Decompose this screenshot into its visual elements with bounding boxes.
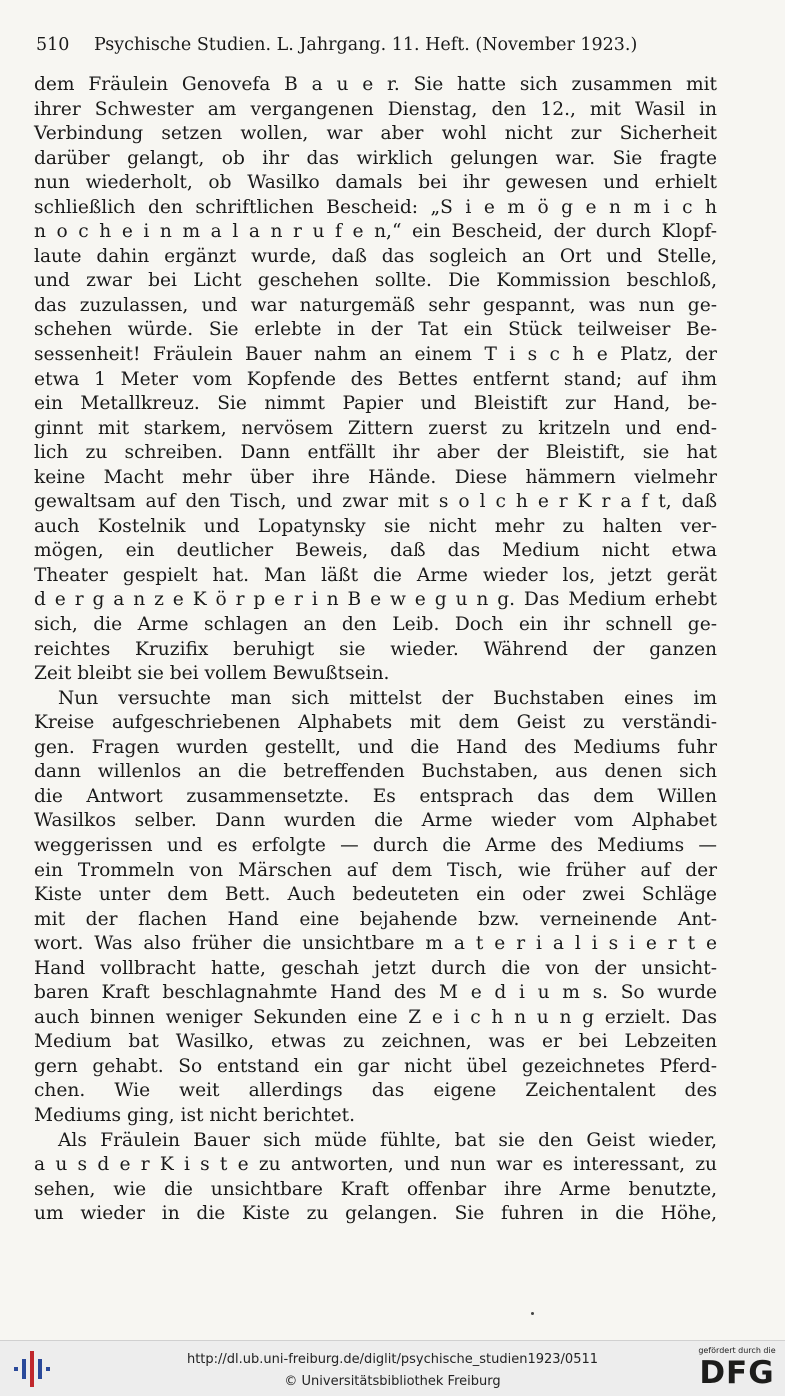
text-line: Zeit bleibt sie bei vollem Bewußtsein.	[34, 663, 390, 685]
text-line: etwa 1 Meter vom Kopfende des Bettes entfernt stand; auf ihm	[34, 368, 717, 390]
text-line: wort. Was also früher die unsichtbare m a t e r i a l i s i e r t e	[34, 933, 717, 955]
text-line: sich, die Arme schlagen an den Leib. Doch ein ihr schnell ge-	[34, 614, 717, 636]
text-line: mit der flachen Hand eine bejahende bzw. verneinende Ant-	[34, 908, 717, 930]
text-line: ihrer Schwester am vergangenen Dienstag, den 12., mit Wasil in	[34, 98, 717, 120]
text-line: Medium bat Wasilko, etwas zu zeichnen, was er bei Lebzeiten	[34, 1031, 717, 1053]
text-line: n o c h e i n m a l a n r u f e n,“ ein Bescheid, der durch Klopf-	[34, 221, 717, 243]
text-line: gern gehabt. So entstand ein gar nicht übel gezeichnetes Pferd-	[34, 1055, 717, 1077]
text-line: d e r g a n z e K ö r p e r i n B e w e g u n g. Das Medium erhebt	[34, 589, 717, 611]
viewer-footer	[0, 1340, 785, 1396]
permalink-url[interactable]: http://dl.ub.uni-freiburg.de/diglit/psychische_studien1923/0511	[186, 1352, 599, 1367]
text-line: ginnt mit starkem, nervösem Zittern zuerst zu kritzeln und end-	[34, 417, 717, 439]
dfg-logo: DFG	[699, 1355, 775, 1391]
text-line: sehen, wie die unsichtbare Kraft offenbar ihre Arme benutzte,	[34, 1178, 717, 1200]
text-line: Nun versuchte man sich mittelst der Buchstaben eines im	[58, 687, 717, 709]
text-line: auch Kostelnik und Lopatynsky sie nicht mehr zu halten ver-	[34, 515, 717, 537]
text-line: Wasilkos selber. Dann wurden die Arme wieder vom Alphabet	[34, 810, 717, 832]
text-line: Verbindung setzen wollen, war aber wohl nicht zur Sicherheit	[34, 123, 717, 145]
text-line: Theater gespielt hat. Man läßt die Arme wieder los, jetzt gerät	[34, 564, 717, 586]
text-line: sessenheit! Fräulein Bauer nahm an einem T i s c h e Platz, der	[34, 344, 717, 366]
text-line: gewaltsam auf den Tisch, und zwar mit s o l c h e r K r a f t, daß	[34, 491, 717, 513]
text-line: a u s d e r K i s t e zu antworten, und nun war es interessant, zu	[34, 1154, 717, 1176]
text-line: Hand vollbracht hatte, geschah jetzt durch die von der unsicht-	[34, 957, 717, 979]
running-title: Psychische Studien. L. Jahrgang. 11. Heft. (November 1923.)	[94, 35, 638, 55]
text-line: weggerissen und es erfolgte — durch die Arme des Mediums —	[34, 834, 717, 856]
text-line: das zuzulassen, und war naturgemäß sehr gespannt, was nun ge-	[34, 294, 717, 316]
text-line: ein Metallkreuz. Sie nimmt Papier und Bleistift zur Hand, be-	[34, 393, 717, 415]
text-line: lich zu schreiben. Dann entfällt ihr aber der Bleistift, sie hat	[34, 442, 717, 464]
text-line: darüber gelangt, ob ihr das wirklich gelungen war. Sie fragte	[34, 147, 717, 169]
text-line: dem Fräulein Genovefa B a u e r. Sie hatte sich zusammen mit	[34, 74, 717, 95]
text-line: Kiste unter dem Bett. Auch bedeuteten ein oder zwei Schläge	[34, 884, 717, 906]
text-line: laute dahin ergänzt wurde, daß das sogleich an Ort und Stelle,	[34, 245, 717, 267]
text-line: reichtes Kruzifix beruhigt sie wieder. Während der ganzen	[34, 638, 717, 660]
text-line: dann willenlos an die betreffenden Buchstaben, aus denen sich	[34, 761, 717, 783]
text-line: Als Fräulein Bauer sich müde fühlte, bat sie den Geist wieder,	[58, 1129, 717, 1151]
text-line: auch binnen weniger Sekunden eine Z e i c h n u n g erzielt. Das	[34, 1006, 717, 1028]
dfg-caption: gefördert durch die	[698, 1346, 776, 1355]
text-line: die Antwort zusammensetzte. Es entsprach das dem Willen	[34, 785, 717, 807]
text-line: Kreise aufgeschriebenen Alphabets mit dem Geist zu verständi-	[34, 712, 717, 734]
text-line: schehen würde. Sie erlebte in der Tat ein Stück teilweiser Be-	[34, 319, 717, 341]
text-line: gen. Fragen wurden gestellt, und die Hand des Mediums fuhr	[34, 736, 717, 758]
ub-freiburg-logo-icon	[12, 1349, 52, 1389]
text-line: ein Trommeln von Märschen auf dem Tisch, wie früher auf der	[34, 859, 717, 881]
text-line: keine Macht mehr über ihre Hände. Diese hämmern vielmehr	[34, 466, 717, 488]
text-line: mögen, ein deutlicher Beweis, daß das Medium nicht etwa	[34, 540, 717, 562]
body-text	[34, 73, 717, 1227]
scan-speck	[531, 1312, 534, 1315]
text-line: um wieder in die Kiste zu gelangen. Sie fuhren in die Höhe,	[34, 1203, 717, 1225]
text-line: baren Kraft beschlagnahmte Hand des M e d i u m s. So wurde	[34, 982, 717, 1004]
text-line: Mediums ging, ist nicht berichtet.	[34, 1104, 356, 1126]
text-line: chen. Wie weit allerdings das eigene Zeichentalent des	[34, 1080, 717, 1102]
copyright-notice: © Universitätsbibliothek Freiburg	[284, 1374, 501, 1389]
running-head	[36, 34, 726, 56]
text-line: nun wiederholt, ob Wasilko damals bei ihr gewesen und erhielt	[34, 172, 717, 194]
text-line: und zwar bei Licht geschehen sollte. Die Kommission beschloß,	[34, 270, 717, 292]
text-line: schließlich den schriftlichen Bescheid: „S i e m ö g e n m i c h	[34, 196, 717, 218]
page-number: 510	[36, 35, 70, 55]
